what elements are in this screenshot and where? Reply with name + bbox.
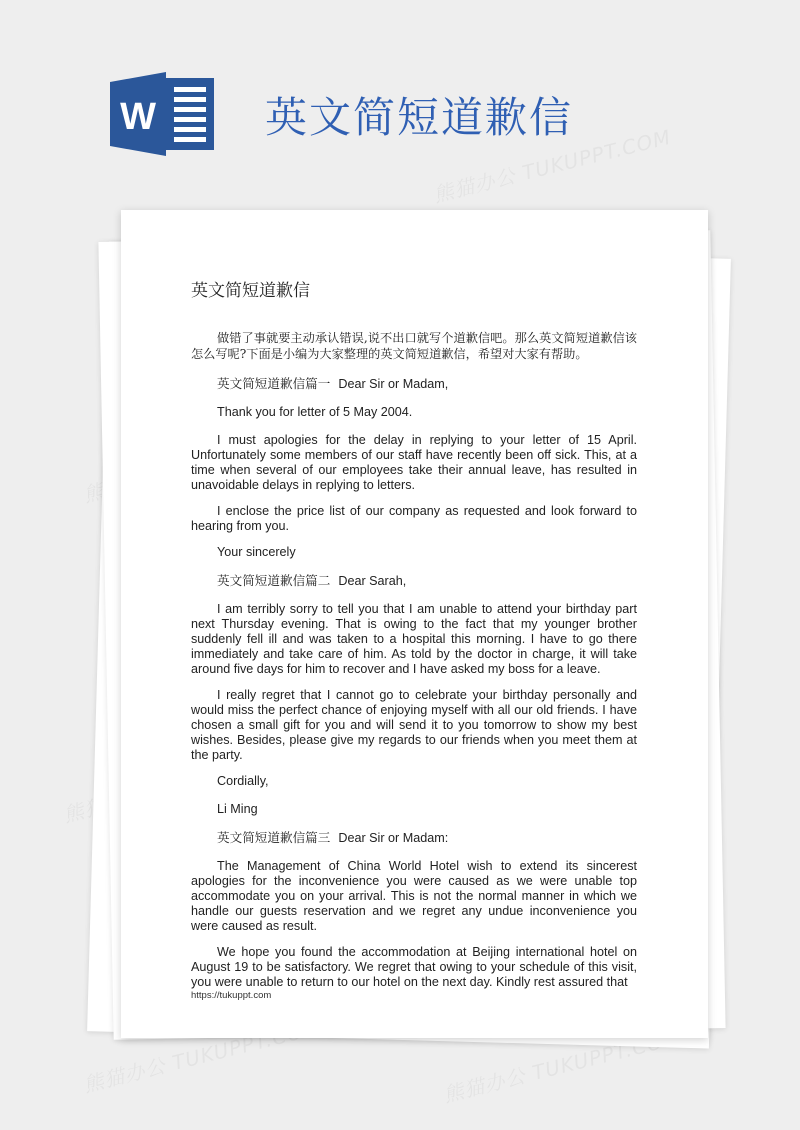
banner-title: 英文简短道歉信 [265,93,574,142]
document-body [191,278,637,1001]
letter3-paragraph: We hope you found the accommodation at Beijing international hotel on August 19 to be satisfactory. We regret that owing to your schedule of this visit, you were unable to return to our hotel on the next day. Kindly rest assured that [191,945,637,989]
letter1-paragraph: Thank you for letter of 5 May 2004. [217,405,413,419]
letter1-paragraph: I enclose the price list of our company as requested and look forward to hearing from you. [191,504,637,533]
word-app-icon [110,72,216,156]
letter3-paragraph: The Management of China World Hotel wish to extend its sincerest apologies for the inconvenience you were caused as we were unable top accommodate you on your arrival. This is not the normal manner in which we handle our guests reservation and we regret any undue inconvenience you were caused as result. [191,859,637,933]
letter1-heading-cn: 英文简短道歉信篇一 [217,376,331,391]
letter2-heading-cn: 英文简短道歉信篇二 [217,573,331,588]
document-page [121,210,708,1038]
letter2-paragraph: I am terribly sorry to tell you that I am unable to attend your birthday part next Thursday evening. That is owing to the fact that my younger brother suddenly fell ill and was taken to a hospital this morning. I have to go there immediately and take care of him. As told by the doctor in charge, it will take around five days for him to recover and I have asked my boss for a leave. [191,602,637,676]
letter3-heading [191,830,637,846]
letter2-closing: Cordially, [217,774,269,788]
letter2-paragraph: I really regret that I cannot go to celebrate your birthday personally and would miss the perfect chance of enjoying myself with all our old friends. I have chosen a small gift for you and will send it to you tomorrow to show my best wishes. Besides, please give my regards to our friends when you meet them at the party. [191,688,637,762]
letter3-greeting: Dear Sir or Madam: [338,831,449,845]
letter2-greeting: Dear Sarah, [338,574,407,588]
letter1-closing: Your sincerely [217,545,296,559]
letter2-signature: Li Ming [217,802,258,816]
letter1-greeting: Dear Sir or Madam, [338,377,449,391]
letter1-paragraph: I must apologies for the delay in replying to your letter of 15 April. Unfortunately some members of our staff have recently been off sick. This, at a time when several of our employees take their annual leave, has resulted in unavoidable delays in replying to letters. [191,433,637,492]
word-logo-letter: W [120,96,156,138]
footer-url: https://tukuppt.com [191,990,272,1001]
document-title: 英文简短道歉信 [191,281,310,301]
letter3-heading-cn: 英文简短道歉信篇三 [217,830,331,845]
intro-paragraph: 做错了事就要主动承认错误,说不出口就写个道歉信吧。那么英文简短道歉信该怎么写呢?下面是小编为大家整理的英文简短道歉信，希望对大家有帮助。 [191,331,637,361]
letter1-heading [191,376,637,392]
letter2-heading [191,573,637,589]
